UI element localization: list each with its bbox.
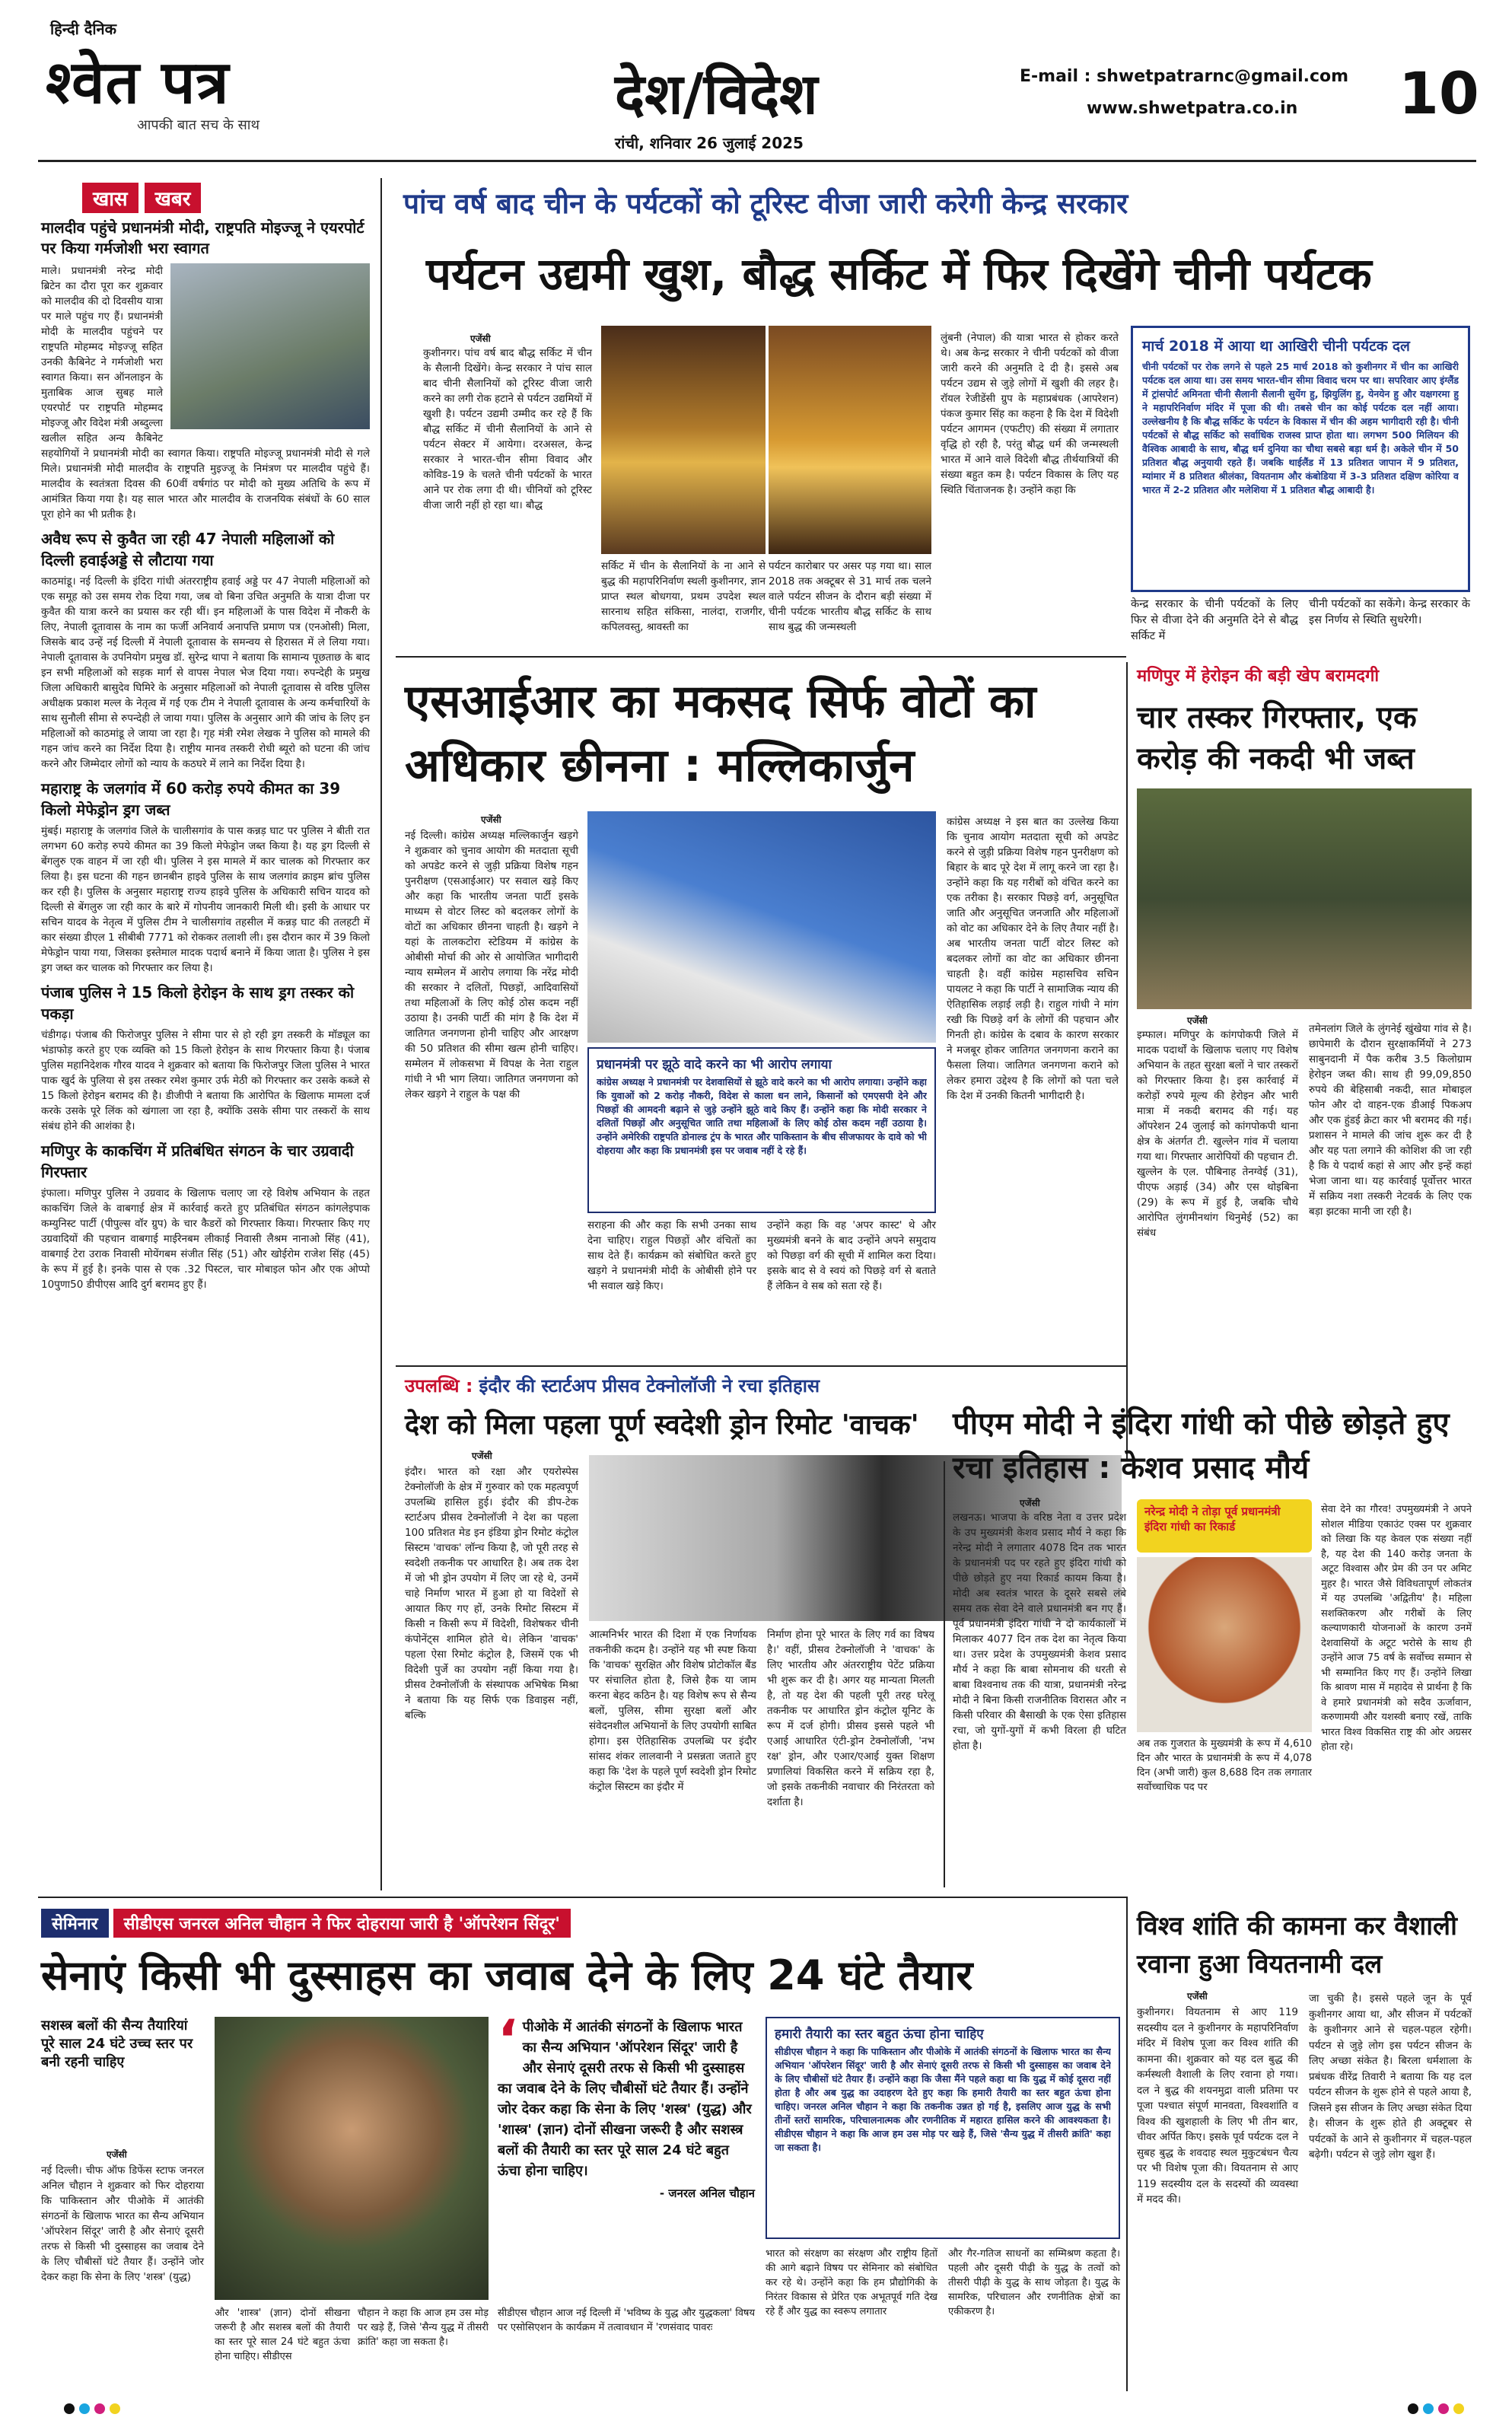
khabar-label: खबर (145, 183, 202, 213)
story-punjab-headline: पंजाब पुलिस ने 15 किलो हेरोइन के साथ ड्रग तस्कर को पकड़ा (41, 983, 355, 1023)
sir-bottom-rule (396, 1365, 1126, 1367)
vietnam-byline: एजेंसी (1187, 1991, 1208, 2002)
reg-dot-cyan (1423, 2403, 1434, 2414)
modi-indira-caption: अब तक गुजरात के मुख्यमंत्री के रूप में 4,610 दिन और भारत के प्रधानमंत्री के रूप में 4,078 दिन (अभी जारी) कुल 8,688 दिन तक लगातार सर्वोच्चाधिक पद पर (1137, 1738, 1312, 1793)
tourism-box-body: चीनी पर्यटकों पर रोक लगने से पहले 25 मार्च 2018 को कुशीनगर में चीन का आखिरी पर्यटक दल आया था। उस समय भारत-चीन सीमा विवाद चरम पर था। सपरिवार आए इंग्लैंड में ट्रांसपोर्ट अमिनता चीनी सैलानी सैलानी सुयेंग हु, झियुलिंग हु, येनयेन हु और यक्षगरमा हु ने महापरिनिर्वाण मंदिर में पूजा की थी। तबसे चीन का कोई पर्यटक दल नहीं आया। उल्लेखनीय है कि बौद्ध सर्किट के पर्यटन के विकास में चीन की अहम भागीदारी रही है। चीनी पर्यटकों से बौद्ध सर्किट को सर्वाधिक राजस्व प्राप्त होता था। लगभग 500 मिलियन की वैश्विक आबादी के साथ, बौद्ध धर्म दुनिया का चौथा सबसे बड़ा धर्म है। अकेले चीन में 50 प्रतिशत बौद्ध अनुयायी रहते हैं। जबकि थाईलैंड में 13 प्रतिशत जापान में 9 प्रतिशत, म्यांमार में 8 प्रतिशत श्रीलंका, वियतनाम और कंबोडिया में 3-3 प्रतिशत दक्षिण कोरिया व भारत में 2-2 प्रतिशत और मलेशिया में 1 प्रतिशत बौद्ध आबादी है। (1142, 361, 1459, 495)
left-column (41, 218, 370, 1292)
masthead-logo: श्वेत पत्र (46, 49, 230, 117)
dateline: रांची, शनिवार 26 जुलाई 2025 (615, 134, 804, 152)
website-link[interactable]: www.shwetpatra.co.in (1087, 99, 1298, 118)
seminar-cap3: सीडीएस चौहान आज नई दिल्ली में 'भविष्य के युद्ध और युद्धकला' विषय पर एसोसिएशन के कार्यक्रम में तत्वावधान में 'रणसंवाद पावरः (498, 2308, 755, 2333)
khas-khabar-label (82, 183, 201, 213)
modi-maldives-photo (170, 263, 370, 429)
manipur-col1: इम्फाल। मणिपुर के कांगपोकपी जिले में मादक पदार्थों के खिलाफ चलाए गए विशेष अभियान के तहत सुरक्षा बलों ने चार तस्करों को गिरफ्तार किया है। इस कार्रवाई में करोड़ों रुपये मूल्य की हेरोइन और भारी मात्रा में नकदी बरामद की गई। यह ऑपरेशन 24 जुलाई को कांगपोकपी थाना क्षेत्र के अंतर्गत टी. खुल्लेन गांव में चलाया गया था। गिरफ्तार आरोपियों की पहचान टी. खुल्लेन के एल. पौबिनाह तेनग्वेई (31), पीएफ अड़ाई (34) और एस थोइबिना (29) के रूप में हुई है, जबकि चौथे आरोपित लुंगमीनथांग थिनुमेई (52) का संबंध (1137, 1029, 1298, 1239)
story-punjab-body: चंडीगढ़। पंजाब की फिरोजपुर पुलिस ने सीमा पार से हो रही ड्रग तस्करी के मॉड्यूल का भंडाफोड़ करते हुए एक व्यक्ति को 15 किलो हेरोइन के साथ गिरफ्तार किया है। पंजाब पुलिस महानिदेशक गौरव यादव ने शुक्रवार को बताया कि फिरोजपुर जिला पुलिस ने भारत पाक खुर्द के पुलिया से इस तस्कर रमेश कुमार उर्फ मेठी को गिरफ्तार कर उसके कब्जे से 15 किलो हेरोइन बरामद की है। डीजीपी ने बताया कि आरोपित के खिलाफ मामला दर्ज करके उसके पूरे लिंक को खंगाला जा रहा है, क्योंकि उसके सीमा पार तस्करों के साथ संबंध होने की आशंका है। (41, 1029, 370, 1132)
khas-label: खास (82, 183, 138, 213)
manipur-col2: तमेनलांग जिले के लुंगनेई खुंखेया गांव से है। छापेमारी के दौरान सुरक्षाकर्मियों ने 273 साबुनदानी में पैक करीब 3.5 किलोग्राम हेरोइन जब्त की। साथ ही 99,09,850 रुपये की बेहिसाबी नकदी, सात मोबाइल फोन और दो वाहन-एक डीआई पिकअप और एक हुंडई क्रेटा कार भी बरामद की गई। प्रशासन ने मामले की जांच शुरू कर दी है और यह पता लगाने की कोशिश की जा रही है कि ये पदार्थ कहां से आए और इन्हें कहां भेजा जाना था। यह कार्रवाई पूर्वोत्तर भारत में सक्रिय नशा तस्करी नेटवर्क के लिए एक बड़ा झटका मानी जा रही है। (1309, 1023, 1472, 1218)
section-title: देश/विदेश (615, 62, 818, 127)
drone-label: उपलब्धि : (405, 1375, 473, 1397)
modi-indira-col2: सेवा देने का गौरव! उपमुख्यमंत्री ने अपने सोशल मीडिया एकाउंट एक्स पर शुक्रवार को लिखा कि यह केवल एक संख्या नहीं है, यह देश की 140 करोड़ जनता के अटूट विश्वास और प्रेम की उन पर अमिट मुहर है। भारत जैसे विविधतापूर्ण लोकतंत्र में यह उपलब्धि 'अद्वितीय' है। महिला सशक्तिकरण और गरीबों के लिए कल्याणकारी योजनाओं के कारण उनमें देशवासियों के अटूट भरोसे के साथ ही उन्होंने आज 75 वर्ष के सर्वोच्च सम्मान से भी सम्मानित किए गए हैं। उन्होंने लिखा कि श्रावण मास में महादेव से प्रार्थना है कि वे हमारे प्रधानमंत्री को सदैव ऊर्जावान, करुणामयी और यशस्वी बनाए रखें, ताकि भारत विश्व विकसित राष्ट्र की ओर अग्रसर होता रहे। (1321, 1504, 1472, 1753)
story-jalgaon-body: मुंबई। महाराष्ट्र के जलगांव जिले के चालीसगांव के पास कन्नड़ घाट पर पुलिस ने बीती रात लगभग 60 करोड़ रुपये कीमत का 39 किलो मेफेड्रोन जब्त किया है। यह ड्रग दिल्ली से बेंगलुरु एक वाहन में जा रही थी। पुलिस ने इस मामले में कार चालक को गिरफ्तार कर लिया है। इस घटना की गहन छानबीन हाइवे पुलिस के साथ जलगांव क्राइम ब्रांच पुलिस कर रही है। पुलिस के अनुसार महाराष्ट्र राज्य हाइवे पुलिस के अधिकारी सचिन यादव को दिल्ली से बेंगलुरु जा रही कार के बारे में गोपनीय जानकारी मिली थी। इसी के आधार पर सचिन यादव के नेतृत्व में पुलिस टीम ने चालीसगांव तहसील में कन्नड़ घाट की तलहटी में कार संख्या डीएल 1 सीबीबी 7771 को रोककर तलाशी ली। इस दौरान कार में 39 किलो मेफेड्रोन पाया गया, जिसका इस्तेमाल मादक पदार्थ बनाने में किया जाता है। पुलिस ने इस ड्रग जब्त कर चालक को गिरफ्तार कर लिया है। (41, 825, 370, 974)
seminar-col5: और गैर-गतिज साधनों का सम्मिश्रण कहता है। पहली और दूसरी पीढ़ी के युद्ध के तत्वों को तीसरी पीढ़ी के युद्ध के साथ जोड़ता है। युद्ध के सामरिक, परिचालन और रणनीतिक क्षेत्रों का एकीकरण है। (948, 2248, 1120, 2317)
sir-col4: कांग्रेस अध्यक्ष ने इस बात का उल्लेख किया कि चुनाव आयोग मतदाता सूची को अपडेट करने से जुड़ी प्रक्रिया विशेष गहन पुनरीक्षण को बिहार के बाद पूरे देश में लागू करने जा रहा है। उन्होंने कहा कि यह गरीबों को वंचित करने का एक तरीका है। सरकार पिछड़े वर्ग, अनुसूचित जाति और अनुसूचित जनजाति और महिलाओं को वोट का अधिकार देने के लिए तैयार नहीं है। अब भारतीय जनता पार्टी वोटर लिस्ट को बदलकर लोगों का वोट का अधिकार छीनना चाहती है। वहीं कांग्रेस महासचिव सचिन पायलट ने कहा कि पार्टी ने सामाजिक न्याय की ऐतिहासिक लड़ाई लड़ी है। राहुल गांधी ने मांग रखी कि पिछड़े वर्ग के लोगों की पहचान और गिनती हो। कांग्रेस के दबाव के कारण सरकार ने मजबूर होकर जातिगत जनगणना कराने का फैसला लिया। जातिगत जनगणना कराने को लेकर हमारा उद्देश्य है कि लोगों को पता चले कि देश में उनकी कितनी भागीदारी है। (947, 816, 1119, 1102)
seminar-box-title: हमारी तैयारी का स्तर बहुत ऊंचा होना चाहिए (775, 2027, 984, 2042)
tourism-kicker: पांच वर्ष बाद चीन के पर्यटकों को टूरिस्ट वीजा जारी करेगी केन्द्र सरकार (403, 187, 1128, 220)
tourism-bottom-rule (396, 656, 1126, 658)
seminar-col1: नई दिल्ली। चीफ ऑफ डिफेंस स्टाफ जनरल अनिल चौहान ने शुक्रवार को फिर दोहराया कि पाकिस्तान और पीओके में आतंकी संगठनों के खिलाफ भारत का सैन्य अभियान 'ऑपरेशन सिंदूर' जारी है और सेनाएं दूसरी तरफ से किसी भी दुस्साहस का जवाब देने के लिए चौबीसों घंटे तैयार हैं। उन्होंने जोर देकर कहा कि सेना के लिए 'शस्त्र' (युद्ध) (41, 2164, 204, 2283)
seminar-kicker: सीडीएस जनरल अनिल चौहान ने फिर दोहराया जारी है 'ऑपरेशन सिंदूर' (113, 1909, 571, 1938)
reg-dot-yellow (1453, 2403, 1464, 2414)
reg-dot-black (1408, 2403, 1418, 2414)
story-kakching-headline: मणिपुर के काकचिंग में प्रतिबंधित संगठन के चार उग्रवादी गिरफ्तार (41, 1142, 354, 1181)
page-number: 10 (1399, 59, 1479, 127)
tourism-box-title: मार्च 2018 में आया था आखिरी चीनी पर्यटक दल (1142, 338, 1410, 355)
reg-dot-yellow (110, 2403, 120, 2414)
drone-kicker-row (405, 1373, 820, 1398)
registration-marks-left (64, 2403, 120, 2414)
seminar-info-box (766, 2017, 1120, 2239)
sir-col1: नई दिल्ली। कांग्रेस अध्यक्ष मल्लिकार्जुन खड़गे ने शुक्रवार को चुनाव आयोग की मतदाता सूची को अपडेट करने से जुड़ी प्रक्रिया विशेष गहन पुनरीक्षण (एसआईआर) पर सवाल खड़े किए और कहा कि भारतीय जनता पार्टी इसके माध्यम से वोटर लिस्ट को बदलकर लोगों के वोटों का अधिकार छीनना चाहती है। खड़गे ने यहां के तालकटोरा स्टेडियम में कांग्रेस के ओबीसी मोर्चा की ओर से आयोजित भागीदारी न्याय सम्मेलन में आरोप लगाया कि नरेंद्र मोदी की सरकार ने दलितों, पिछड़ों, आदिवासियों तथा महिलाओं के लिए कोई ठोस कदम नहीं उठाया है। उनकी पार्टी की मांग है कि देश में जातिगत जनगणना होनी चाहिए और आरक्षण की 50 प्रतिशत की सीमा खत्म होनी चाहिए। सम्मेलन में लोकसभा में विपक्ष के नेता राहुल गांधी ने भी भाग लिया। जातिगत जनगणना को लेकर खड़गे ने राहुल के पक्ष की (405, 830, 578, 1100)
email-link[interactable]: E-mail : shwetpatrarnc@gmail.com (1020, 67, 1349, 86)
quote-mark-icon: ‘ (498, 2008, 518, 2071)
sir-box-title: प्रधानमंत्री पर झूठे वादे करने का भी आरोप लगाया (597, 1057, 832, 1072)
kharge-photo (587, 811, 936, 1043)
tourism-col4: लुंबनी (नेपाल) की यात्रा भारत से होकर करते थे। अब केन्द्र सरकार ने चीनी पर्यटकों को वीजा जारी करने की अनुमति दे दी है। इससे अब पर्यटन उद्यम से जुड़े लोगों में खुशी की लहर है। रॉयल रेजीडेंसी ग्रुप के महाप्रबंधक (आपरेशन) पंकज कुमार सिंह का कहना है कि देश में विदेशी पर्यटन आगमन (एफटीए) की संख्या में लगातार वृद्धि हो रही है, परंतु बौद्ध धर्म की जन्मस्थली भारत में आने वाले विदेशी बौद्ध तीर्थयात्रियों की संख्या बहुत कम है। पर्यटन विकास के लिए यह स्थिति चिंताजनक है। उन्होंने कहा कि (941, 332, 1119, 496)
sir-info-box (587, 1047, 936, 1213)
tourism-tail1: केन्द्र सरकार के चीनी पर्यटकों के लिए फिर से वीजा देने की अनुमति देने से बौद्ध सर्किट में (1131, 598, 1298, 642)
sir-col3: उन्होंने कहा कि वह 'अपर कास्ट' थे और मुख्यमंत्री बनने के बाद उन्होंने अपने समुदाय को पिछड़ा वर्ग की सूची में शामिल करा दिया। इसके बाद से वे स्वयं को पिछड़े वर्ग से बताते हैं लेकिन वे सब को सता रहे हैं। (767, 1219, 936, 1292)
modi-indira-byline: एजेंसी (1020, 1498, 1040, 1508)
drone-rule (944, 1461, 945, 1887)
masthead-rule (38, 160, 1476, 162)
seminar-cap2: चौहान ने कहा कि आज हम उस मोड़ पर खड़े हैं, जिसे 'सैन्य युद्ध में तीसरी क्रांति' कहा जा सकता है। (358, 2308, 489, 2348)
seminar-side-box (41, 2017, 204, 2072)
drone-col2: आत्मनिर्भर भारत की दिशा में एक निर्णायक तकनीकी कदम है। उन्होंने यह भी स्पष्ट किया कि 'वाचक' सुरक्षित और विशेष प्रोटोकॉल बैंड पर संचालित होता है, जिसे हैक या जाम करना बेहद कठिन है। यह विशेष रूप से सैन्य बलों, पुलिस, सीमा सुरक्षा बलों और संवेदनशील अभियानों के लिए उपयोगी साबित होगा। इस ऐतिहासिक उपलब्धि पर इंदौर सांसद शंकर लालवानी ने प्रसन्नता जताते हुए कहा कि 'देश के पहले पूर्ण स्वदेशी ड्रोन रिमोट कंट्रोल सिस्टम का इंदौर में (589, 1629, 756, 1793)
drone-col1: इंदौर। भारत को रक्षा और एयरोस्पेस टेक्नोलॉजी के क्षेत्र में गुरुवार को एक महत्वपूर्ण उपलब्धि हासिल हुई। इंदौर की डीप-टेक स्टार्टअप प्रीसव टेक्नोलॉजी ने देश का पहला 100 प्रतिशत मेड इन इंडिया ड्रोन रिमोट कंट्रोल सिस्टम 'वाचक' लॉन्च किया है, जो पूरी तरह से स्वदेशी तकनीक पर आधारित है। अब तक देश में जो भी ड्रोन उपयोग में लिए जा रहे थे, उनमें चाहे निर्माण भारत में हुआ हो या विदेशों से आयात किए गए हों, उनके रिमोट सिस्टम में किसी न किसी रूप में विदेशी, विशेषकर चीनी कंपोनेंट्स शामिल होते थे। लेकिन 'वाचक' पहला ऐसा रिमोट कंट्रोल है, जिसमें एक भी विदेशी पुर्जे का उपयोग नहीं किया गया है। प्रीसव टेक्नोलॉजी के संस्थापक अभिषेक मिश्रा ने बताया कि यह सिर्फ एक डिवाइस नहीं, बल्कि (405, 1466, 578, 1722)
modi-indira-badge (1137, 1499, 1312, 1553)
manipur-seizure-photo (1137, 788, 1472, 1009)
cds-chauhan-photo (215, 2017, 489, 2300)
tourism-headline: पर्यटन उद्यमी खुश, बौद्ध सर्किट में फिर दिखेंगे चीनी पर्यटक (426, 248, 1372, 300)
reg-dot-magenta (94, 2403, 105, 2414)
vietnam-col1: कुशीनगर। वियतनाम से आए 119 सदस्यीय दल ने कुशीनगर के महापरिनिर्वाण मंदिर में विशेष पूजा कर विश्व शांति की कामना की। शुक्रवार को यह दल बुद्ध की कर्मस्थली वैशाली के लिए रवाना हो गया। दल ने बुद्ध की शयनमुद्रा वाली प्रतिमा पर पूजा पश्चात संपूर्ण मानवता, विश्वशांति व विश्व की खुशहाली के लिए भी तीन बार, चीवर अर्पित किए। इसके पूर्व पर्यटक दल ने सुबह बुद्ध के शवदाह स्थल मुकुटबंधन चैत्य पर भी विशेष पूजा की। वियतनाम से आए 119 सदस्यीय दल के सदस्यों की व्यवस्था में मदद की। (1137, 2006, 1298, 2206)
seminar-col4: भारत को संरक्षण का संरक्षण और राष्ट्रीय हितों की आगे बढ़ाने विषय पर सेमिनार को संबोधित कर रहे थे। उन्होंने कहा कि हम प्रौद्योगिकी के निरंतर विकास से प्रेरित एक अभूतपूर्व गति देख रहे हैं और युद्ध का स्वरूप लगातार (766, 2248, 937, 2317)
tourism-info-box (1131, 326, 1470, 592)
reclining-buddha-photo (601, 326, 766, 554)
seminar-top-rule (38, 1897, 1126, 1898)
tourism-tail2: चीनी पर्यटकों का सकेंगे। केन्द्र सरकार के इस निर्णय से स्थिति सुधरेगी। (1309, 598, 1470, 626)
sir-col2: सराहना की और कहा कि सभी उनका साथ देना चाहिए। राहुल पिछड़ों और वंचितों का साथ देते हैं। कार्यक्रम को संबोधित करते हुए खड़गे ने प्रधानमंत्री मोदी के ओबीसी होने पर भी सवाल खड़े किए। (587, 1219, 756, 1292)
drone-kicker: इंदौर की स्टार्टअप प्रीसव टेक्नोलॉजी ने रचा इतिहास (479, 1375, 820, 1397)
manipur-rule (1126, 662, 1128, 1461)
seminar-quote: पीओके में आतंकी संगठनों के खिलाफ भारत का सैन्य अभियान 'ऑपरेशन सिंदूर' जारी है और सेनाएं दूसरी तरफ से किसी भी दुस्साहस का जवाब देने के लिए चौबीसों घंटे तैयार हैं। उन्होंने जोर देकर कहा कि सेना के लिए 'शस्त्र' (युद्ध) और 'शास्त्र' (ज्ञान) दोनों सीखना जरूरी है और सशस्त्र बलों की तैयारी का स्तर पूरे साल 24 घंटे बहुत ऊंचा होना चाहिए। (498, 2019, 752, 2179)
drone-col3: निर्माण होना पूरे भारत के लिए गर्व का विषय है।' वहीं, प्रीसव टेक्नोलॉजी ने 'वाचक' के लिए भारतीय और अंतरराष्ट्रीय पेटेंट प्रक्रिया भी शुरू कर दी है। अगर यह मान्यता मिलती है, तो यह देश की पहली पूरी तरह घरेलू तकनीक पर आधारित ड्रोन कंट्रोल यूनिट के रूप में दर्ज होगी। प्रीसव इससे पहले भी एआई आधारित एंटी-ड्रोन टेक्नोलॉजी, 'नभ रक्ष' ड्रोन, और एआर/एआई युक्त शिक्षण प्रणालियां विकसित करने में सक्रिय रहा है, जो इसके तकनीकी नवाचार की निरंतरता को दर्शाता है। (767, 1629, 934, 1808)
story-jalgaon-headline: महाराष्ट्र के जलगांव में 60 करोड़ रुपये कीमत का 39 किलो मेफेड्रोन ड्रग जब्त (41, 779, 341, 819)
story-nepal-body: काठमांडू। नई दिल्ली के इंदिरा गांधी अंतरराष्ट्रीय हवाई अड्डे पर 47 नेपाली महिलाओं को एक समूह को उस समय रोक दिया गया, जब वो बिना उचित अनुमति के यात्रा दीजा पर कुवैत की यात्रा करने का प्रयास कर रही थीं। इन महिलाओं के पास विदेश में नौकरी के लिए, नेपाली दूतावास के नाम का फर्जी अनिवार्य अनापत्ति प्रमाण पत्र (एनओसी) मिला, जिसके बाद उन्हें नई दिल्ली में नेपाली दूतावास के समन्वय से हिरासत में ले लिया गया। नेपाली दूतावास के उपनियोग प्रमुख डॉ. सुरेन्द्र थापा ने बताया कि सामान्य पूछताछ के बाद इन सभी महिलाओं को सड़क मार्ग से वापस नेपाल भेज दिया गया। रुपन्देही के प्रमुख जिला अधिकारी बासुदेव घिमिरे के अनुसार महिलाओं को नेपाली दूतावास से वरिष्ठ पुलिस अधीक्षक प्रकाश मल्ल के नेतृत्व में गई एक टीम ने नेपाली दूतावास के अन्य कर्मचारियों के साथ सुनौली सीमा से रुपन्देही ले जाया गया। पुलिस के अनुसार आगे की जांच के लिए इन महिलाओं को काठमांडू ले जाया जा रहा है। गृह मंत्री रमेश लेखक ने पुलिस को मामले की गहन जांच करने का निर्देश दिया है। राष्ट्रीय मानव तस्करी रोधी ब्यूरो को घटना की जांच करने और जिम्मेदार लोगों को न्याय के कठघरे में लाने का निर्देश दिया है। (41, 575, 370, 770)
modi-indira-col1: लखनऊ। भाजपा के वरिष्ठ नेता व उत्तर प्रदेश के उप मुख्यमंत्री केशव प्रसाद मौर्य ने कहा कि नरेन्द्र मोदी ने लगातार 4078 दिन तक भारत के प्रधानमंत्री पद पर रहते हुए इंदिरा गांधी को पीछे छोड़ते हुए नया रिकार्ड कायम किया है। मोदी अब स्वतंत्र भारत के दूसरे सबसे लंबे समय तक सेवा देने वाले प्रधानमंत्री बन गए हैं। पूर्व प्रधानमंत्री इंदिरा गांधी ने दो कार्यकालों में मिलाकर 4077 दिन तक देश का नेतृत्व किया था। उत्तर प्रदेश के उपमुख्यमंत्री केशव प्रसाद मौर्य ने कहा कि बाबा सोमनाथ की धरती से बाबा विश्वनाथ तक की यात्रा, प्रधानमंत्री नरेन्द्र मोदी ने बिना किसी राजनीतिक विरासत और न किसी परिवार की बैसाखी के एक ऐसा इतिहास रचा, जो युगों-युगों में कभी विरला ही घटित होता है। (953, 1511, 1126, 1752)
drone-byline: एजेंसी (472, 1451, 492, 1461)
seminar-byline: एजेंसी (107, 2149, 127, 2160)
vietnam-rule (1126, 1897, 1128, 2391)
seminar-side-head: सशस्त्र बलों की सैन्य तैयारियां पूरे साल 24 घंटे उच्च स्तर पर बनी रहनी चाहिए (41, 2018, 193, 2070)
seminar-quote-author: - जनरल अनिल चौहान (659, 2187, 755, 2200)
keshav-maurya-photo (1137, 1557, 1312, 1732)
seminar-headline: सेनाएं किसी भी दुस्साहस का जवाब देने के लिए 24 घंटे तैयार (41, 1951, 973, 1999)
sir-headline: एसआईआर का मकसद सिर्फ वोटों का अधिकार छीनना : मल्लिकार्जुन (405, 675, 1036, 792)
manipur-kicker: मणिपुर में हेरोइन की बड़ी खेप बरामदगी (1137, 667, 1380, 686)
masthead-tagline: आपकी बात सच के साथ (137, 117, 259, 133)
seminar-kicker-row (41, 1909, 571, 1938)
vietnam-col2: जा चुकी है। इससे पहले जून के पूर्व कुशीनगर आया था, और सीजन में पर्यटकों के कुशीनगर आने से चहल-पहल रहेगी। पर्यटन से जुड़े लोग इस पर्यटन सीजन के लिए अच्छा संकेत है। बिरला धर्मशाला के प्रबंधक वीरेंद्र तिवारी ने बताया कि यह दल पर्यटन सीजन के शुरू होने से पहले आया है, जिसने इस सीजन के लिए अच्छा संकेत दिया है। सीजन के शुरू होते ही अक्टूबर से पर्यटकों के आने से कुशीनगर में चहल-पहल बढ़ेगी। पर्यटन से जुड़े लोग खुश हैं। (1309, 1992, 1472, 2161)
tourism-col3: पर्यटन कारोबार पर असर पड़ गया था। साल 2018 तक अक्टूबर से 31 मार्च तक चलने वाले पर्यटन सीजन के दौरान बड़ी संख्या में चीनी पर्यटक भारतीय बौद्ध सर्किट के साथ साथ बुद्ध की जन्मस्थली (769, 560, 931, 633)
vietnam-headline: विश्व शांति की कामना कर वैशाली रवाना हुआ वियतनामी दल (1137, 1911, 1457, 1980)
manipur-headline: चार तस्कर गिरफ्तार, एक करोड़ की नकदी भी जब्त (1137, 700, 1417, 776)
story-nepal-headline: अवैध रूप से कुवैत जा रही 47 नेपाली महिलाओं को दिल्ली हवाईअड्डे से लौटाया गया (41, 530, 335, 569)
sir-byline: एजेंसी (481, 814, 501, 825)
story-maldives-headline: मालदीव पहुंचे प्रधानमंत्री मोदी, राष्ट्रपति मोइज्जू ने एयरपोर्ट पर किया गर्मजोशी भरा स्वागत (41, 218, 364, 257)
tourism-col1-column: कुशीनगर। पांच वर्ष बाद बौद्ध सर्किट में चीन के सैलानी दिखेंगे। केन्द्र सरकार ने पांच साल बाद चीनी सैलानियों को टूरिस्ट वीजा जारी करने का लगी रोक हटाने से पर्यटन उद्यमियों में खुशी है। पर्यटन उद्यमी उम्मीद कर रहे हैं कि बौद्ध सर्किट में चीनी सैलानियों के आने से पर्यटन सेक्टर में आयेगा। दरअसल, केन्द्र सरकार ने भारत-चीन सीमा विवाद और कोविड-19 के चलते चीनी पर्यटकों के भारत आने पर रोक लगा दी थी। चीनियों को टूरिस्ट वीजा जारी नहीं हो रहा था। बौद्ध (423, 347, 592, 511)
tourism-byline: एजेंसी (470, 333, 491, 344)
sir-box-body: कांग्रेस अध्यक्ष ने प्रधानमंत्री पर देशवासियों से झूठे वादे करने का भी आरोप लगाया। उन्होंने कहा कि युवाओं को 2 करोड़ नौकरी, विदेश से काला धन लाने, किसानों को एमएसपी देने और पिछड़ों की आमदनी बढ़ाने से जुड़े उन्होंने झूठे वादे किए हैं। उन्होंने कहा कि मोदी सरकार ने दलितों पिछड़ों और अनुसूचित जाति तथा महिलाओं के लिए कोई ठोस कदम नहीं उठाया है। उन्होंने अमेरिकी राष्ट्रपति डोनाल्ड ट्रंप के भारत और पाकिस्तान के बीच सीजफायर के दावे को भी दोहराया और कहा कि प्रधानमंत्री इस पर जवाब नहीं दे रहे हैं। (597, 1076, 927, 1156)
modi-indira-headline: पीएम मोदी ने इंदिरा गांधी को पीछे छोड़ते हुए रचा इतिहास : केशव प्रसाद मौर्य (953, 1406, 1450, 1486)
tourism-col2: सर्किट में चीन के सैलानियों के ना आने से बुद्ध की महापरिनिर्वाण स्थली कुशीनगर, ज्ञान प्राप्त स्थल बोधगया, प्रथम उपदेश स्थल सारनाथ सहित संकिसा, नालंदा, राजगीर, कपिलवस्तु, श्रावस्ती का (601, 560, 766, 633)
reg-dot-black (64, 2403, 75, 2414)
seminar-quote-block (498, 2008, 755, 2201)
masthead (0, 0, 1512, 166)
masthead-kicker: हिन्दी दैनिक (50, 20, 117, 38)
seminar-cap1: और 'शास्त्र' (ज्ञान) दोनों सीखना जरूरी है और सशस्त्र बलों की तैयारी का स्तर पूरे साल 24 घंटे बहुत ऊंचा होना चाहिए। सीडीएस (215, 2308, 350, 2362)
story-kakching-body: इंफाला। मणिपुर पुलिस ने उग्रवाद के खिलाफ चलाए जा रहे विशेष अभियान के तहत काकचिंग जिले के वाबगाई क्षेत्र में कार्रवाई करते हुए प्रतिबंधित संगठन कांगलेइपाक कम्युनिस्ट पार्टी (पीपुल्स वॉर ग्रुप) के चार कैडरों को गिरफ्तार किया। गिरफ्तार किए गए उग्रवादियों की पहचान वाबगाई माईरेनबम लीकाई निवासी लैश्रम नानाओ सिंह (41), वाबगाई टेरा उराक निवासी मोयेंगबम संजीत सिंह (51) और खोईरोम राजेश सिंह (45) के रूप में हुई है। इनके पास से एक .32 पिस्टल, चार मोबाइल फोन और एक ओप्पो 10पुणा50 डीपीएस आदि दुर्ग बरामद हुए हैं। (41, 1187, 370, 1291)
mahaparinirvana-temple-photo (769, 326, 931, 554)
seminar-box-body: सीडीएस चौहान ने कहा कि पाकिस्तान और पीओके में आतंकी संगठनों के खिलाफ भारत का सैन्य अभियान 'ऑपरेशन सिंदूर' जारी है और सेनाएं दूसरी तरफ से किसी भी दुस्साहस का जवाब देने के लिए चौबीसों घंटे तैयार हैं। उन्होंने कहा कि जैसा मैंने पहले कहा था कि युद्ध में कोई दूसरा नहीं होता है और अब युद्ध का उदाहरण देते हुए कहा कि हमारी तैयारी का स्तर बहुत ऊंचा होना चाहिए। जनरल अनिल चौहान ने कहा कि तकनीक उन्नत हो गई है, इसलिए आज युद्ध के सभी तीनों स्तरों सामरिक, परिचालनात्मक और रणनीतिक में महारत हासिल करने की आवश्यकता है। सीडीएस चौहान ने कहा कि आज हम उस मोड़ पर खड़े हैं, जिसे 'सैन्य युद्ध में तीसरी क्रांति' कहा जा सकता है। (775, 2046, 1111, 2153)
story-maldives-body: माले। प्रधानमंत्री नरेन्द्र मोदी ब्रिटेन का दौरा पूरा कर शुक्रवार को मालदीव की दो दिवसीय यात्रा पर माले पहुंच गए हैं। प्रधानमंत्री मोदी के मालदीव पहुंचने पर राष्ट्रपति मोहम्मद मोइज्जू सहित उनकी कैबिनेट ने गर्मजोशी भरा स्वागत किया। सन ऑनलाइन के मुताबिक आज सुबह माले एयरपोर्ट पर राष्ट्रपति मोहम्मद मोइज्जू और विदेश मंत्री अब्दुल्ला खलील सहित अन्य कैबिनेट सहयोगियों ने प्रधानमंत्री मोदी का स्वागत किया। राष्ट्रपति मोइज्जू प्रधानमंत्री मोदी से गले मिले। प्रधानमंत्री मोदी मालदीव के राष्ट्रपति मुइज्जू के निमंत्रण पर मालदीव पहुंचे हैं। मालदीव के स्वतंत्रता दिवस की 60वीं वर्षगांठ पर मोदी को मुख्य अतिथि के रूप में आमंत्रित किया गया है। यह साल भारत और मालदीव के राजनयिक संबंधों के 60 साल पूरा होने का भी प्रतीक है। (41, 265, 370, 521)
manipur-byline: एजेंसी (1187, 1015, 1208, 1026)
reg-dot-magenta (1438, 2403, 1449, 2414)
left-column-rule (380, 178, 382, 1890)
drone-headline: देश को मिला पहला पूर्ण स्वदेशी ड्रोन रिमोट 'वाचक' (405, 1409, 919, 1441)
modi-indira-badge-text: नरेन्द्र मोदी ने तोड़ा पूर्व प्रधानमंत्री इंदिरा गांधी का रिकार्ड (1144, 1505, 1281, 1534)
registration-marks-right (1408, 2403, 1464, 2414)
seminar-label: सेमिनार (41, 1909, 109, 1938)
reg-dot-cyan (79, 2403, 90, 2414)
